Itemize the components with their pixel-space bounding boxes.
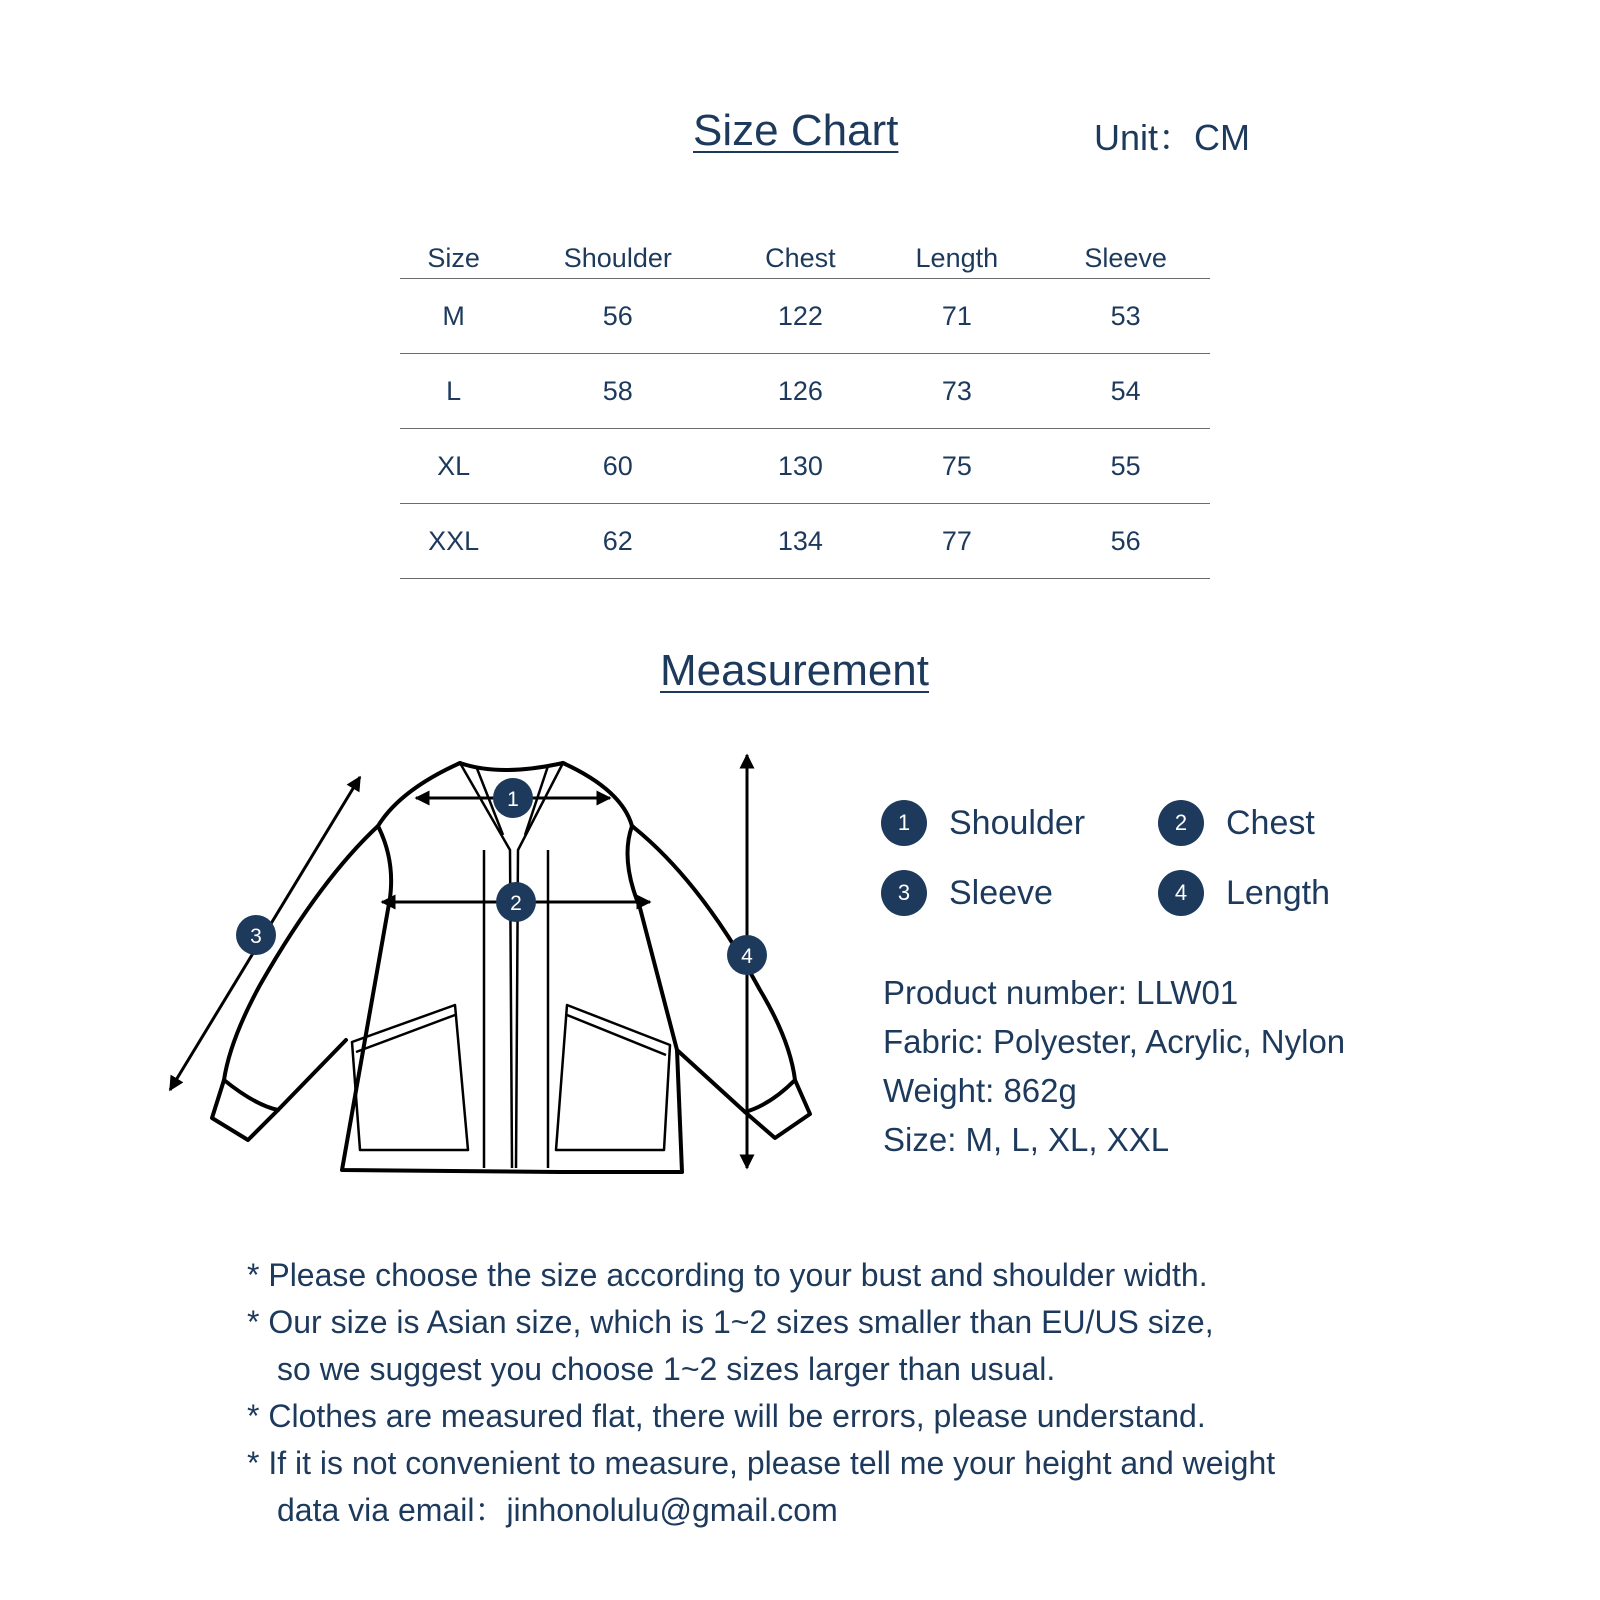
legend-badge: 1	[881, 800, 927, 846]
table-cell: 56	[1110, 525, 1141, 556]
legend-label: Sleeve	[949, 873, 1053, 912]
legend-sleeve	[881, 870, 1053, 916]
table-cell: M	[442, 300, 465, 331]
marker-shoulder	[493, 778, 533, 818]
table-cell: 56	[602, 300, 633, 331]
table-cell: 71	[941, 300, 972, 331]
legend-label: Length	[1226, 873, 1330, 912]
jacket-details	[352, 763, 670, 1168]
table-cell: 134	[777, 525, 823, 556]
size-chart-title: Size Chart	[693, 106, 899, 155]
legend-shoulder	[881, 800, 1085, 846]
product-number: Product number: LLW01	[883, 974, 1239, 1011]
table-cell: L	[446, 375, 462, 406]
legend-label: Chest	[1226, 803, 1315, 842]
legend-badge: 2	[1158, 800, 1204, 846]
product-weight: Weight: 862g	[883, 1072, 1077, 1109]
legend-badge: 3	[881, 870, 927, 916]
table-cell: 130	[777, 450, 823, 481]
table-cell: 126	[777, 375, 823, 406]
legend-length	[1158, 870, 1330, 916]
product-info	[883, 968, 1345, 1164]
marker-length	[727, 935, 767, 975]
column-header: Shoulder	[563, 243, 672, 273]
table-cell: 122	[777, 300, 823, 331]
table-cell: 54	[1110, 375, 1141, 406]
legend-badge: 4	[1158, 870, 1204, 916]
table-cell: XL	[437, 450, 471, 481]
note-line: * Our size is Asian size, which is 1~2 sizes smaller than EU/US size,	[247, 1304, 1214, 1340]
legend-chest	[1158, 800, 1315, 846]
product-sizes: Size: M, L, XL, XXL	[883, 1121, 1170, 1158]
marker-number: 2	[510, 892, 522, 915]
size-notes	[247, 1252, 1275, 1534]
note-line: * Please choose the size according to your bust and shoulder width.	[247, 1257, 1208, 1293]
note-line: * If it is not convenient to measure, please tell me your height and weight	[247, 1445, 1276, 1481]
table-cell: 75	[941, 450, 972, 481]
note-email-line: data via email：jinhonolulu@gmail.com	[277, 1492, 838, 1528]
legend-label: Shoulder	[949, 803, 1086, 842]
marker-chest	[496, 882, 536, 922]
column-header: Length	[915, 243, 999, 273]
marker-number: 3	[250, 925, 262, 948]
table-cell: 58	[602, 375, 633, 406]
note-line: so we suggest you choose 1~2 sizes larger than usual.	[277, 1351, 1056, 1387]
table-cell: 73	[941, 375, 972, 406]
unit-label: Unit：CM	[1094, 117, 1251, 158]
jacket-diagram	[0, 0, 830, 1200]
note-line: * Clothes are measured flat, there will be errors, please understand.	[247, 1398, 1206, 1434]
marker-sleeve	[236, 915, 276, 955]
table-cell: 60	[602, 450, 633, 481]
table-cell: XXL	[428, 525, 480, 556]
table-cell: 55	[1110, 450, 1141, 481]
column-header: Chest	[765, 243, 836, 273]
measurement-title: Measurement	[660, 646, 930, 695]
column-header: Size	[427, 243, 480, 273]
marker-number: 4	[741, 945, 753, 968]
column-header: Sleeve	[1084, 243, 1167, 273]
product-fabric: Fabric: Polyester, Acrylic, Nylon	[883, 1023, 1346, 1060]
marker-number: 1	[507, 788, 519, 811]
measurement-arrows	[170, 755, 747, 1168]
table-cell: 77	[941, 525, 972, 556]
measurement-markers	[236, 778, 767, 975]
table-cell: 53	[1110, 300, 1141, 331]
table-cell: 62	[602, 525, 633, 556]
